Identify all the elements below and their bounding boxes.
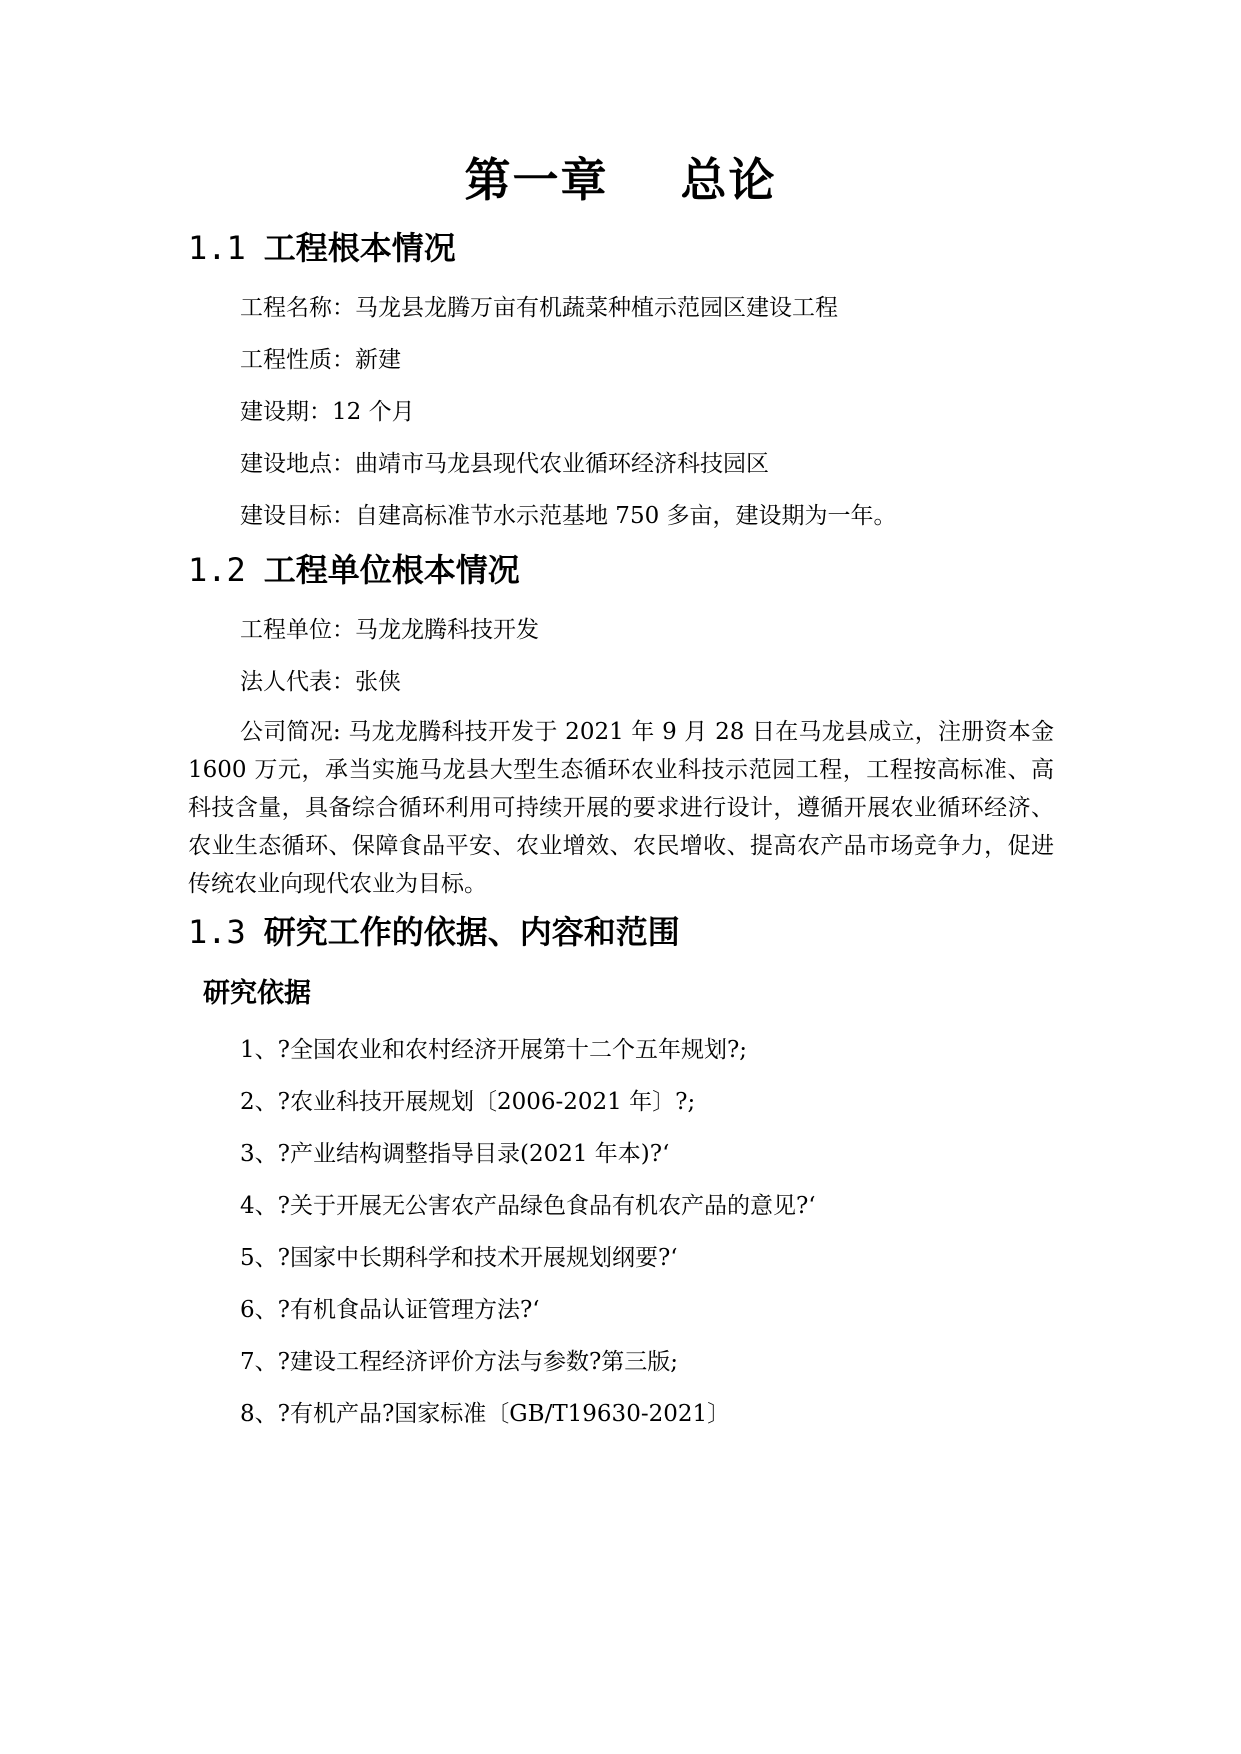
- section-heading-1-3: [188, 910, 680, 954]
- list-item: 1、?全国农业和农村经济开展第十二个五年规划?;: [240, 1037, 748, 1063]
- list-item: 8、?有机产品?国家标准〔GB/T19630-2021〕: [240, 1401, 731, 1427]
- section-number: 1.2: [188, 551, 246, 589]
- section-heading-1-1: [188, 226, 456, 270]
- section-number: 1.3: [188, 913, 246, 951]
- list-item: 5、?国家中长期科学和技术开展规划纲要?‘: [240, 1245, 678, 1271]
- section-number: 1.1: [188, 229, 246, 267]
- project-unit-line: 工程单位：马龙龙腾科技开发: [240, 617, 539, 643]
- list-item: 6、?有机食品认证管理方法?‘: [240, 1297, 540, 1323]
- list-item: 2、?农业科技开展规划〔2006-2021 年〕?;: [240, 1089, 696, 1115]
- chapter-title: 第一章 总论: [464, 153, 777, 207]
- construction-period-line: 建设期：12 个月: [240, 399, 415, 425]
- research-basis-heading: 研究依据: [203, 978, 311, 1009]
- list-item: 4、?关于开展无公害农产品绿色食品有机农产品的意见?‘: [240, 1193, 816, 1219]
- section-title: 研究工作的依据、内容和范围: [263, 913, 680, 951]
- company-profile-paragraph: 公司简况: 马龙龙腾科技开发于 2021 年 9 月 28 日在马龙县成立，注册资本金 1600 万元，承当实施马龙县大型生态循环农业科技示范园工程，工程按高标准、高科技含量，具备综合循环利用可持续开展的要求进行设计，遵循开展农业循环经济、农业生态循环、保障食品平安、农业增效、农民增收、提高农产品市场竞争力，促进传统农业向现代农业为目标。: [188, 719, 1054, 897]
- project-nature-line: 工程性质：新建: [240, 347, 401, 373]
- list-item: 7、?建设工程经济评价方法与参数?第三版;: [240, 1349, 679, 1375]
- section-title: 工程单位根本情况: [263, 551, 520, 589]
- section-title: 工程根本情况: [263, 229, 456, 267]
- project-name-line: 工程名称：马龙县龙腾万亩有机蔬菜种植示范园区建设工程: [240, 295, 838, 321]
- section-heading-1-2: [188, 548, 520, 592]
- list-item: 3、?产业结构调整指导目录(2021 年本)?‘: [240, 1141, 670, 1167]
- construction-site-line: 建设地点：曲靖市马龙县现代农业循环经济科技园区: [240, 451, 769, 477]
- legal-representative-line: 法人代表：张侠: [240, 669, 401, 695]
- construction-goal-line: 建设目标：自建高标准节水示范基地 750 多亩，建设期为一年。: [240, 503, 897, 529]
